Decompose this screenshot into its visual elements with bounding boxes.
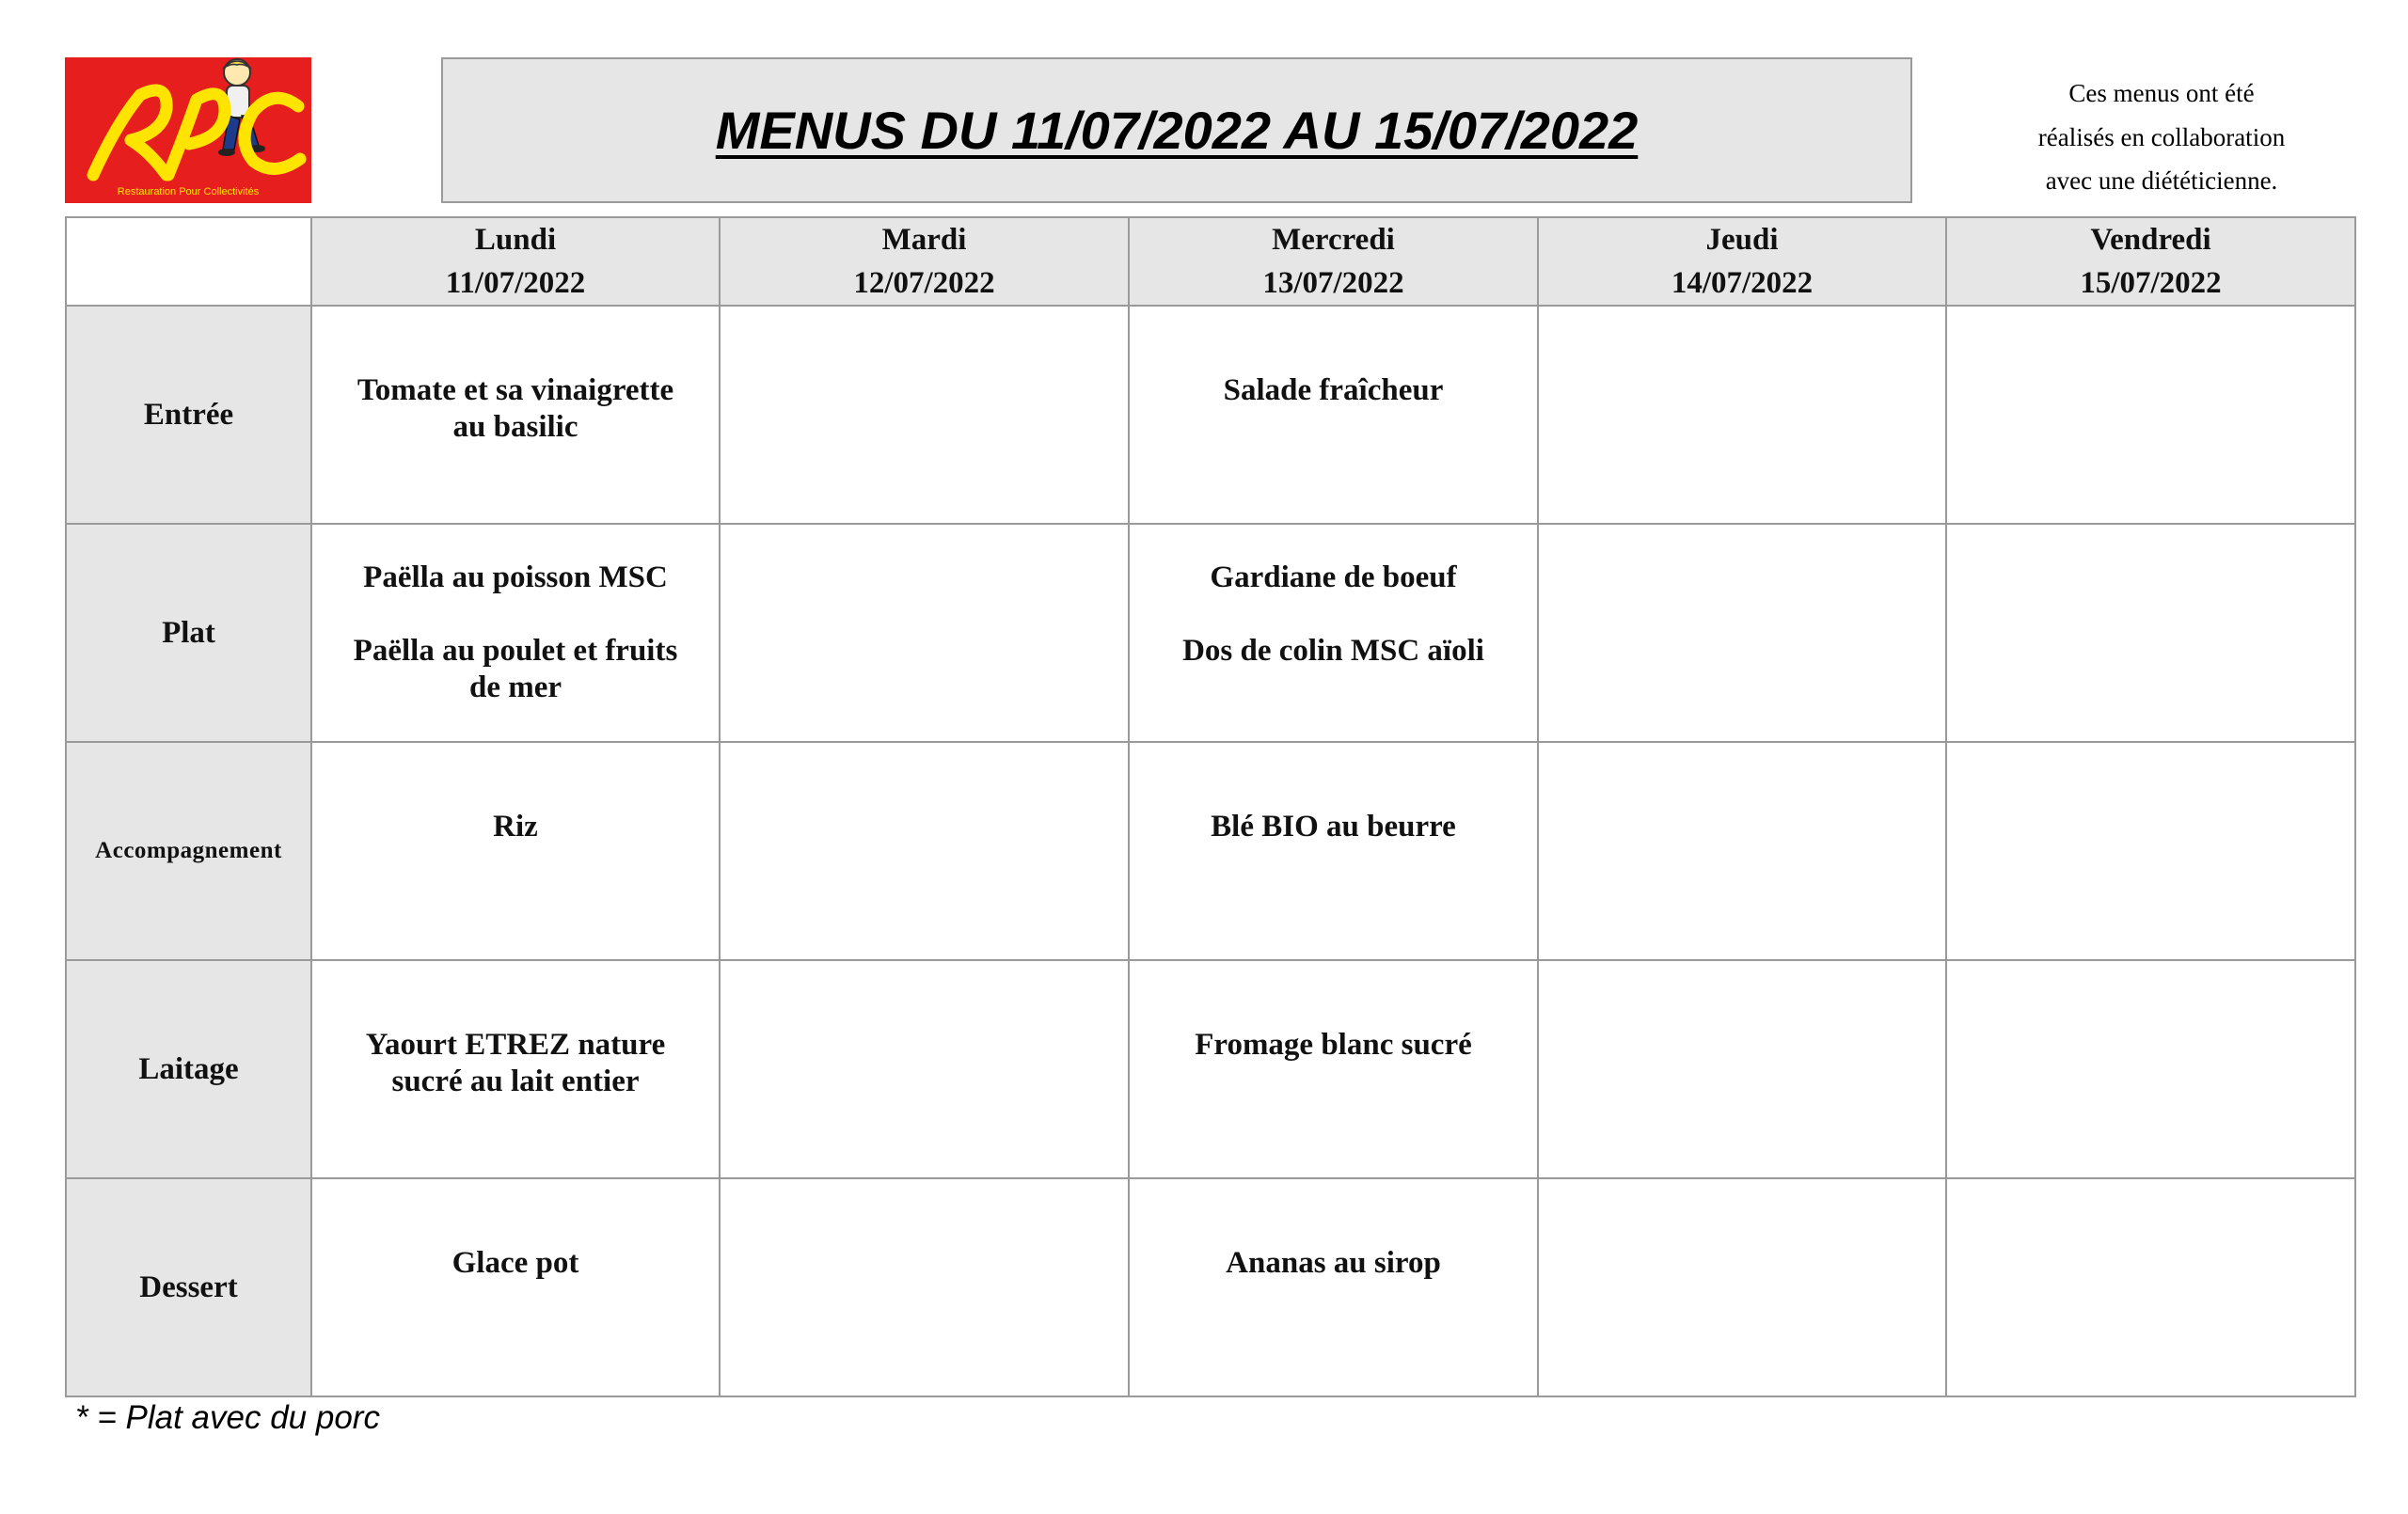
menu-cell	[1129, 306, 1538, 524]
dish-gap	[327, 596, 704, 633]
dish-line: Tomate et sa vinaigrette	[356, 373, 674, 407]
title-banner	[441, 57, 1912, 203]
row-label: Laitage	[66, 960, 311, 1178]
day-header-jeudi	[1538, 217, 1946, 306]
header-row	[66, 217, 2355, 306]
day-name: Jeudi	[1705, 223, 1779, 257]
row-label: Entrée	[66, 306, 311, 524]
menu-cell-empty	[1946, 1178, 2355, 1396]
menu-cell	[1129, 1178, 1538, 1396]
menu-cell-empty	[720, 960, 1129, 1178]
dish-line: au basilic	[452, 410, 578, 444]
menu-cell-empty	[1946, 306, 2355, 524]
note-line: Ces menus ont été	[2068, 79, 2255, 107]
dietitian-note	[1973, 71, 2350, 203]
page-title: MENUS DU 11/07/2022 AU 15/07/2022	[715, 101, 1639, 160]
dish-line: Gardiane de boeuf	[1210, 560, 1457, 594]
logo-tagline: Restauration Pour Collectivités	[117, 186, 260, 197]
menu-cell-empty	[720, 524, 1129, 742]
corner-cell	[66, 217, 311, 306]
dish-line: Ananas au sirop	[1226, 1246, 1441, 1280]
note-line: réalisés en collaboration	[2037, 122, 2286, 151]
dish-line: Riz	[493, 810, 538, 844]
dish-line: Salade fraîcheur	[1223, 373, 1444, 407]
menu-cell	[311, 960, 720, 1178]
menu-cell-empty	[720, 742, 1129, 960]
menu-row-dessert	[66, 1178, 2355, 1396]
menu-table	[65, 216, 2356, 1397]
menu-cell	[311, 524, 720, 742]
dish-gap	[1145, 596, 1522, 633]
menu-cell-empty	[1946, 742, 2355, 960]
menu-cell-empty	[1946, 960, 2355, 1178]
menu-cell-empty	[1538, 742, 1946, 960]
rpc-logo	[65, 57, 311, 203]
menu-cell-empty	[1946, 524, 2355, 742]
menu-cell-empty	[720, 306, 1129, 524]
day-header-mercredi	[1129, 217, 1538, 306]
menu-cell	[311, 1178, 720, 1396]
menu-row-entree	[66, 306, 2355, 524]
row-label: Dessert	[66, 1178, 311, 1396]
menu-cell-empty	[720, 1178, 1129, 1396]
pork-footnote: * = Plat avec du porc	[75, 1399, 380, 1436]
note-line: avec une diététicienne.	[2045, 166, 2278, 195]
day-date: 13/07/2022	[1262, 266, 1404, 300]
menu-cell	[1129, 742, 1538, 960]
menu-row-accompagnement	[66, 742, 2355, 960]
dish-line: Glace pot	[452, 1246, 579, 1280]
day-header-mardi	[720, 217, 1129, 306]
dish-line: de mer	[468, 670, 562, 704]
menu-cell	[1129, 960, 1538, 1178]
day-date: 15/07/2022	[2080, 266, 2222, 300]
dish-line: Blé BIO au beurre	[1211, 810, 1456, 844]
dish-line: Paëlla au poulet et fruits	[353, 634, 678, 668]
menu-cell	[1129, 524, 1538, 742]
day-name: Mardi	[881, 223, 967, 257]
dish-line: Fromage blanc sucré	[1195, 1028, 1472, 1062]
menu-cell	[311, 306, 720, 524]
menu-row-plat	[66, 524, 2355, 742]
day-date: 14/07/2022	[1671, 266, 1814, 300]
day-header-lundi	[311, 217, 720, 306]
menu-cell-empty	[1538, 960, 1946, 1178]
day-date: 11/07/2022	[445, 266, 586, 300]
menu-cell-empty	[1538, 524, 1946, 742]
day-date: 12/07/2022	[853, 266, 995, 300]
dish-line: Dos de colin MSC aïoli	[1182, 634, 1484, 668]
dish-line: Yaourt ETREZ nature	[365, 1028, 666, 1062]
dish-line: Paëlla au poisson MSC	[363, 560, 668, 594]
row-label: Plat	[66, 524, 311, 742]
menu-row-laitage	[66, 960, 2355, 1178]
day-header-vendredi	[1946, 217, 2355, 306]
menu-cell-empty	[1538, 306, 1946, 524]
day-name: Vendredi	[2090, 223, 2211, 257]
day-name: Lundi	[474, 223, 557, 257]
day-name: Mercredi	[1272, 223, 1395, 257]
logo-letters	[93, 90, 300, 175]
row-label: Accompagnement	[66, 742, 311, 960]
menu-cell-empty	[1538, 1178, 1946, 1396]
menu-cell	[311, 742, 720, 960]
dish-line: sucré au lait entier	[391, 1065, 640, 1098]
